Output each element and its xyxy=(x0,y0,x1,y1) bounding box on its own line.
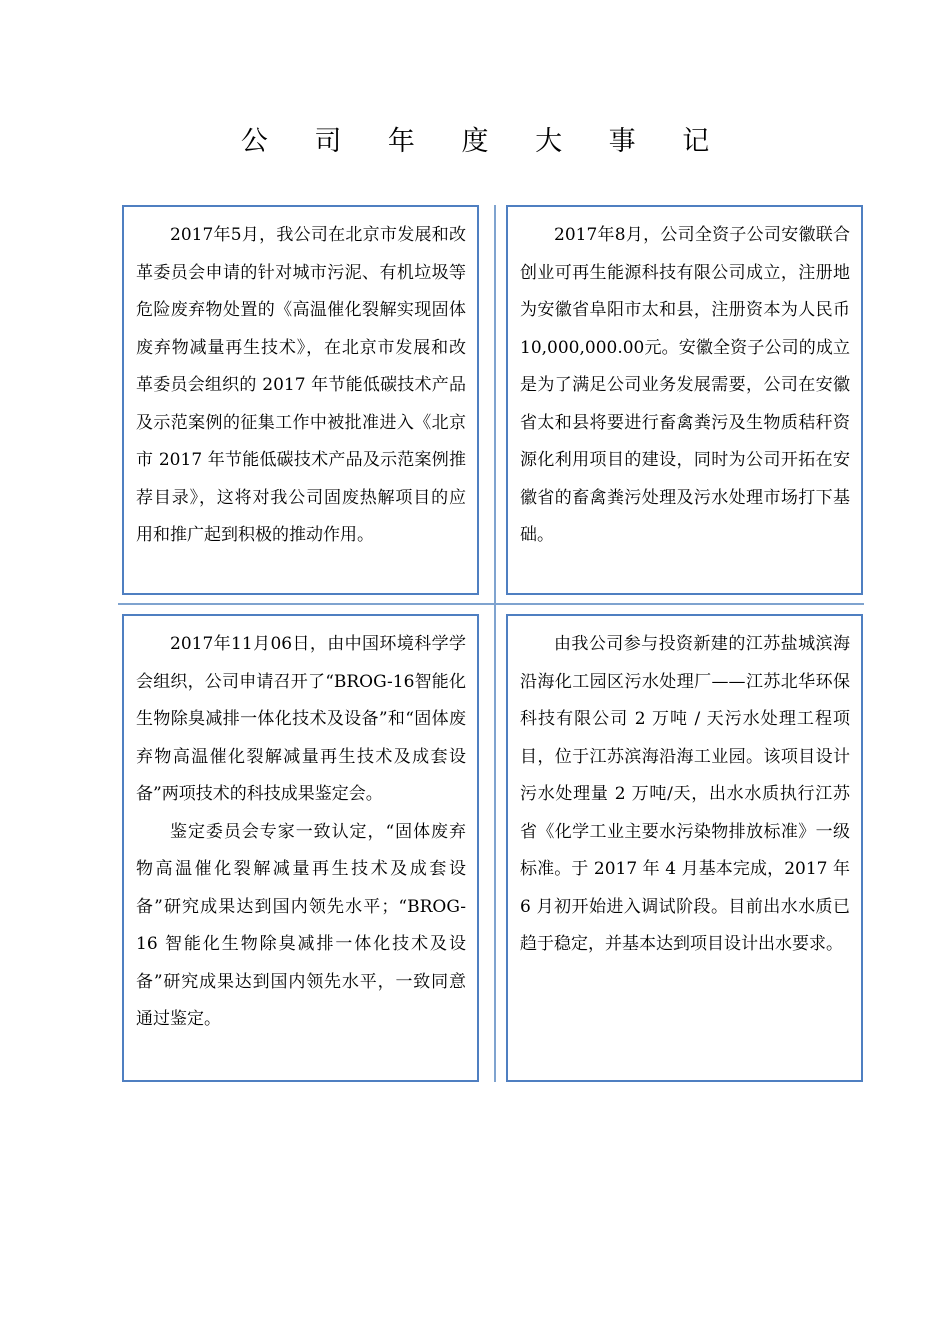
page-title: 公 司 年 度 大 事 记 xyxy=(240,126,729,157)
event-box-may-2017 xyxy=(122,205,479,595)
horizontal-divider xyxy=(118,603,864,605)
event-paragraph: 2017年11月06日，由中国环境科学学会组织，公司申请召开了“BROG-16智能化生物除臭减排一体化技术及设备”和“固体废弃物高温催化裂解减量再生技术及成套设备”两项技术的科技成果鉴定会。 xyxy=(136,634,466,804)
event-paragraph: 2017年5月，我公司在北京市发展和改革委员会申请的针对城市污泥、有机垃圾等危险废弃物处置的《高温催化裂解实现固体废弃物减量再生技术》，在北京市发展和改革委员会组织的 2017 年节能低碳技术产品及示范案例的征集工作中被批准进入《北京市 2017 年节能低碳技术产品及示范案例推荐目录》，这将对我公司固废热解项目的应用和推广起到积极的推动作用。 xyxy=(136,225,466,545)
event-paragraph: 鉴定委员会专家一致认定，“固体废弃物高温催化裂解减量再生技术及成套设备”研究成果达到国内领先水平；“BROG-16 智能化生物除臭减排一体化技术及设备”研究成果达到国内领先水平，一致同意通过鉴定。 xyxy=(136,821,466,1029)
event-box-wastewater-plant xyxy=(506,614,863,1082)
event-box-november-2017 xyxy=(122,614,479,1082)
vertical-divider xyxy=(494,205,496,1082)
event-paragraph: 2017年8月，公司全资子公司安徽联合创业可再生能源科技有限公司成立，注册地为安徽省阜阳市太和县，注册资本为人民币 10,000,000.00元。安徽全资子公司的成立是为了满足公司业务发展需要，公司在安徽省太和县将要进行畜禽粪污及生物质秸秆资源化利用项目的建设，同时为公司开拓在安徽省的畜禽粪污处理及污水处理市场打下基础。 xyxy=(520,225,850,545)
event-box-august-2017 xyxy=(506,205,863,595)
event-paragraph: 由我公司参与投资新建的江苏盐城滨海沿海化工园区污水处理厂——江苏北华环保科技有限公司 2 万吨 / 天污水处理工程项目，位于江苏滨海沿海工业园。该项目设计污水处理量 2 万吨/天，出水水质执行江苏省《化学工业主要水污染物排放标准》一级标准。于 2017 年 4 月基本完成，2017 年 6 月初开始进入调试阶段。目前出水水质已趋于稳定，并基本达到项目设计出水要求。 xyxy=(520,634,850,954)
